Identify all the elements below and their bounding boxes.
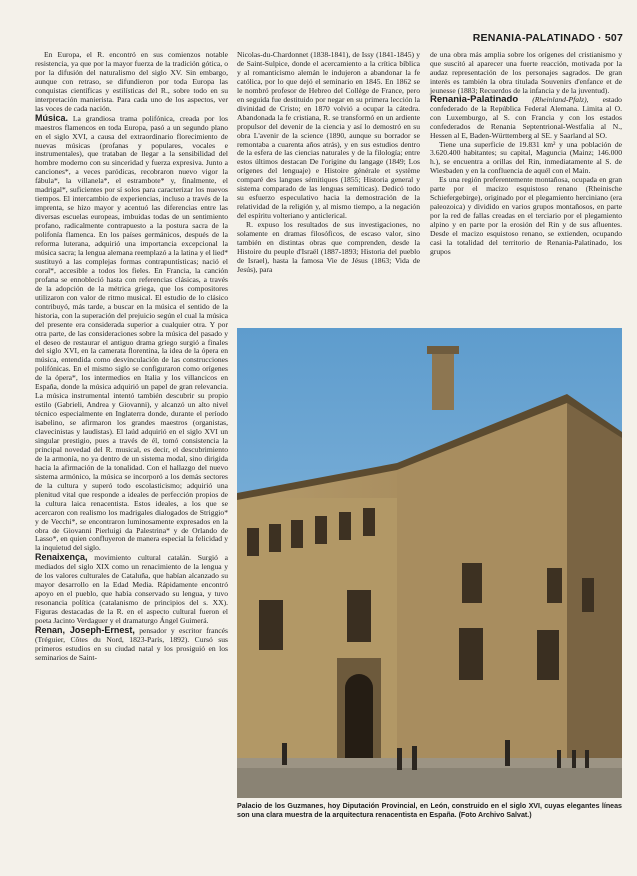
renacimiento-text: En Europa, el R. encontró en sus comienzos notable resistencia, ya que por la mayor fuerza de la tradición gótica, o por la difusión del naturalismo del siglo XV. Sin embargo, aunque con retraso, se difundieron por toda Europa las conquistas científicas y estilísticas del R., sobre todo en su interpretación manierista. Para cada uno de los aspectos, ver las voces de cada nación. (35, 50, 228, 113)
renan-text-2: R. expuso los resultados de sus investigaciones, no solamente en dramas filosóficos, de escaso valor, sino también en distintas obras que comprenden, desde la Histoire du peuple d'Israël (1887-1893; Historia del pueblo de Israel), hasta la famosa Vie de Jésus (1863; Vida de Jesús), para (237, 220, 420, 274)
renaixenca-text: movimiento cultural catalán. Surgió a mediados del siglo XIX como un renacimiento de la lengua y de los valores culturales de Cataluña, que habían alcanzado su mayor desarrollo en la Edad Media. Rápidamente encontró apoyo en el pueblo, que había conservado su lengua, y tuvo resonancia política (catalanismo de principios del s. XX). Figuras destacadas de la R. en el aspecto cultural fueron el poeta Jacinto Verdaguer y el dramaturgo Ángel Guimerá. (35, 553, 229, 626)
renania-text-1: estado confederado de la República Federal Alemana. Limita al O. con Luxemburgo, al S. con Francia y con los estados confederados de Renania Septentrional-Westfalia al N., Hessen al E, Baden-Württemberg al SE. y Saarland al SO. (430, 94, 622, 140)
renaixenca-heading: Renaixença, (35, 552, 88, 563)
musica-heading: Música. (35, 112, 69, 123)
running-head: RENANIA-PALATINADO · 507 (472, 32, 623, 44)
renan-heading: Renan, Joseph-Ernest, (35, 625, 135, 635)
palace-illustration (237, 328, 622, 798)
renania-subtitle: (Rheinland-Pfalz), (532, 94, 589, 104)
column-1 (35, 51, 228, 663)
renan-text-cont: Nicolas-du-Chardonnet (1838-1841), de Issy (1841-1845) y de Saint-Sulpice, donde el acercamiento a la crítica bíblica y al romanticismo alemán le indujeron a abandonar la fe católica, por lo que dejó el seminario en 1845. En 1862 se le nombró profesor de Hebreo del Collège de France, pero en seguida fue destituido por negar en su primera lección la divinidad de Cristo; en 1870 volvió a ocupar la cátedra. Abandonada la fe cristiana, R. se transformó en un ardiente propulsor del devenir de la ciencia y así lo demostró en su obra L'avenir de la science (1890, aunque su borrador se remontaba a cuarenta años atrás), y en sus estudios dentro de la esfera de las ciencias naturales y de la filología; entre estos últimos destacan De l'origine du langage (1849; Los orígenes del lenguaje) e Histoire générale et système comparé des langues sémitiques (1855; Historia general y sistema comparado de las lenguas semíticas). Dedicó todo su esfuerzo especulativo hacia la demostración de la relatividad de la religión y, al mismo tiempo, a la negación del espíritu volteriano y anticlerical. (237, 50, 420, 221)
palace-photo (237, 328, 622, 798)
renan-text-end: de una obra más amplia sobre los orígenes del cristianismo y que suscitó al aparecer una fuerte reacción, motivada por la audaz representación de los personajes sagrados. De gran interés es también la obra titulada Souvenirs d'enfance et de jeunesse (1883; Recuerdos de la infancia y de la juventud). (430, 50, 622, 95)
renania-text-3: Es una región preferentemente montañosa, ocupada en gran parte por el macizo esquistoso renano (Rheinische Schiefergebirge), originado por el plegamiento herciniano (era paleozoica) y dividido en varios grupos montañosos, en parte por la red de fallas creadas en el terciario por el plegamiento alpino y en parte por la erosión del Rin y de sus afluentes. Desde el macizo esquistoso renano, se extienden, ocupando casi la totalidad del territorio de Renania-Palatinado, los grupos (430, 175, 622, 256)
column-3 (430, 51, 622, 257)
renania-heading: Renania-Palatinado (430, 93, 519, 105)
photo-caption: Palacio de los Guzmanes, hoy Diputación Provincial, en León, construido en el siglo XVI, cuyas elegantes líneas son una clara muestra de la arquitectura renacentista en España. (Foto Archivo Salvat.) (237, 802, 622, 819)
column-2 (237, 51, 420, 275)
musica-text: La grandiosa trama polifónica, creada por los maestros flamencos en toda Europa, pasó a un segundo plano en el siglo XVI, a causa del extraordinario florecimiento de nuevas músicas (profanas y populares, vocales e instrumentales), que trataban de llegar a la sensibilidad del hombre moderno con su sinceridad y fuerza expresiva. Junto a canciones*, a veces paródicas, recobraron nuevo vigor la fábula*, la villanela*, el estrambote* y, finalmente, el madrigal*, suficientes por sí solos para caracterizar los nuevos tiempos. El intercambio de experiencias, incluso a través de la imprenta, se hizo mayor y acentuó las diferencias entre las diversas escuelas europeas, imbuidas todas de un sentimiento profano, radicalmente contrapuesto a la postura sacra de la polifonía flamenca. En los países germánicos, después de la reforma luterana, adquirió una importancia excepcional la música sacra; la lengua alemana reemplazó a la latina y el lied* sustituyó a las complejas formas contrapuntísticas; nació el coral*, accesible a todos los fieles. En Francia, la canción profana se ennobleció hasta con referencias clásicas, a través de la adopción de la métrica griega, que los compositores utilizaron con valor de ritmo musical. El estudio de lo clásico contribuyó, más tarde, a buscar en la música el sentido de la historia, con la superación del prejuicio según el cual la música del presente era considerada superior a cualquier otra. Y por otra parte, de las consideraciones sobre la música del pasado y el deseo de restaurar el antiguo drama griego surgió a finales del siglo XVI, en la camerata florentina, la idea de la ópera en música, entendida como desvinculación de las construcciones polifónicas. En el mismo siglo se configuraron como orígenes de la ópera*, los intermedios en Italia y los villancicos en España, donde la música adquirió un papel de gran relevancia. La música instrumental intentó también descubrir su propio estilo (Gabrieli, Andrea y Giovanni), y alcanzó un alto nivel técnico especialmente en Inglaterra donde, durante el período isabelino, se afirmaron los grandes maestros (organistas, clavecinistas y laudistas). El laúd adquirió en el siglo XVI un singular prestigio, pues a través de él, tomó consistencia la principal novedad del R. musical, es decir, el descubrimiento de la armonía, no ya dentro de un sistema modal, sino dirigida hacia la afirmación de la tonalidad. Con el hallazgo del nuevo sistema armónico, la música se incorporó a los demás sectores de la cultura y superó todo escolasticismo; adquirió una plenitud vital que responde a ideales de perfección propios de la cultura laica renacentista. Estos ideales, a los que se acercaron con realismo los madrigales dialogados de Striggio* y de Vecchi*, se encontraron luminosamente expresados en la obra de Giovanni Pierluigi da Palestrina* y de Orlando de Lasso*, en quien confluyeron de manera especial la felicidad y la inquietud del siglo. (35, 113, 228, 553)
renan-text: pensador y escritor francés (Tréguier, Côtes du Nord, 1823-París, 1892). Cursó sus primeros estudios en su ciudad natal y los prosiguió en los seminarios de Saint- (35, 626, 228, 662)
renania-text-2: Tiene una superficie de 19.831 km² y una población de 3.620.400 habitantes; su capital, Maguncia (Mainz; 146.000 h.), se encuentra a orillas del Rin, inmediatamente al S. de Wiesbaden y en la confluencia de aquél con el Main. (430, 139, 622, 176)
